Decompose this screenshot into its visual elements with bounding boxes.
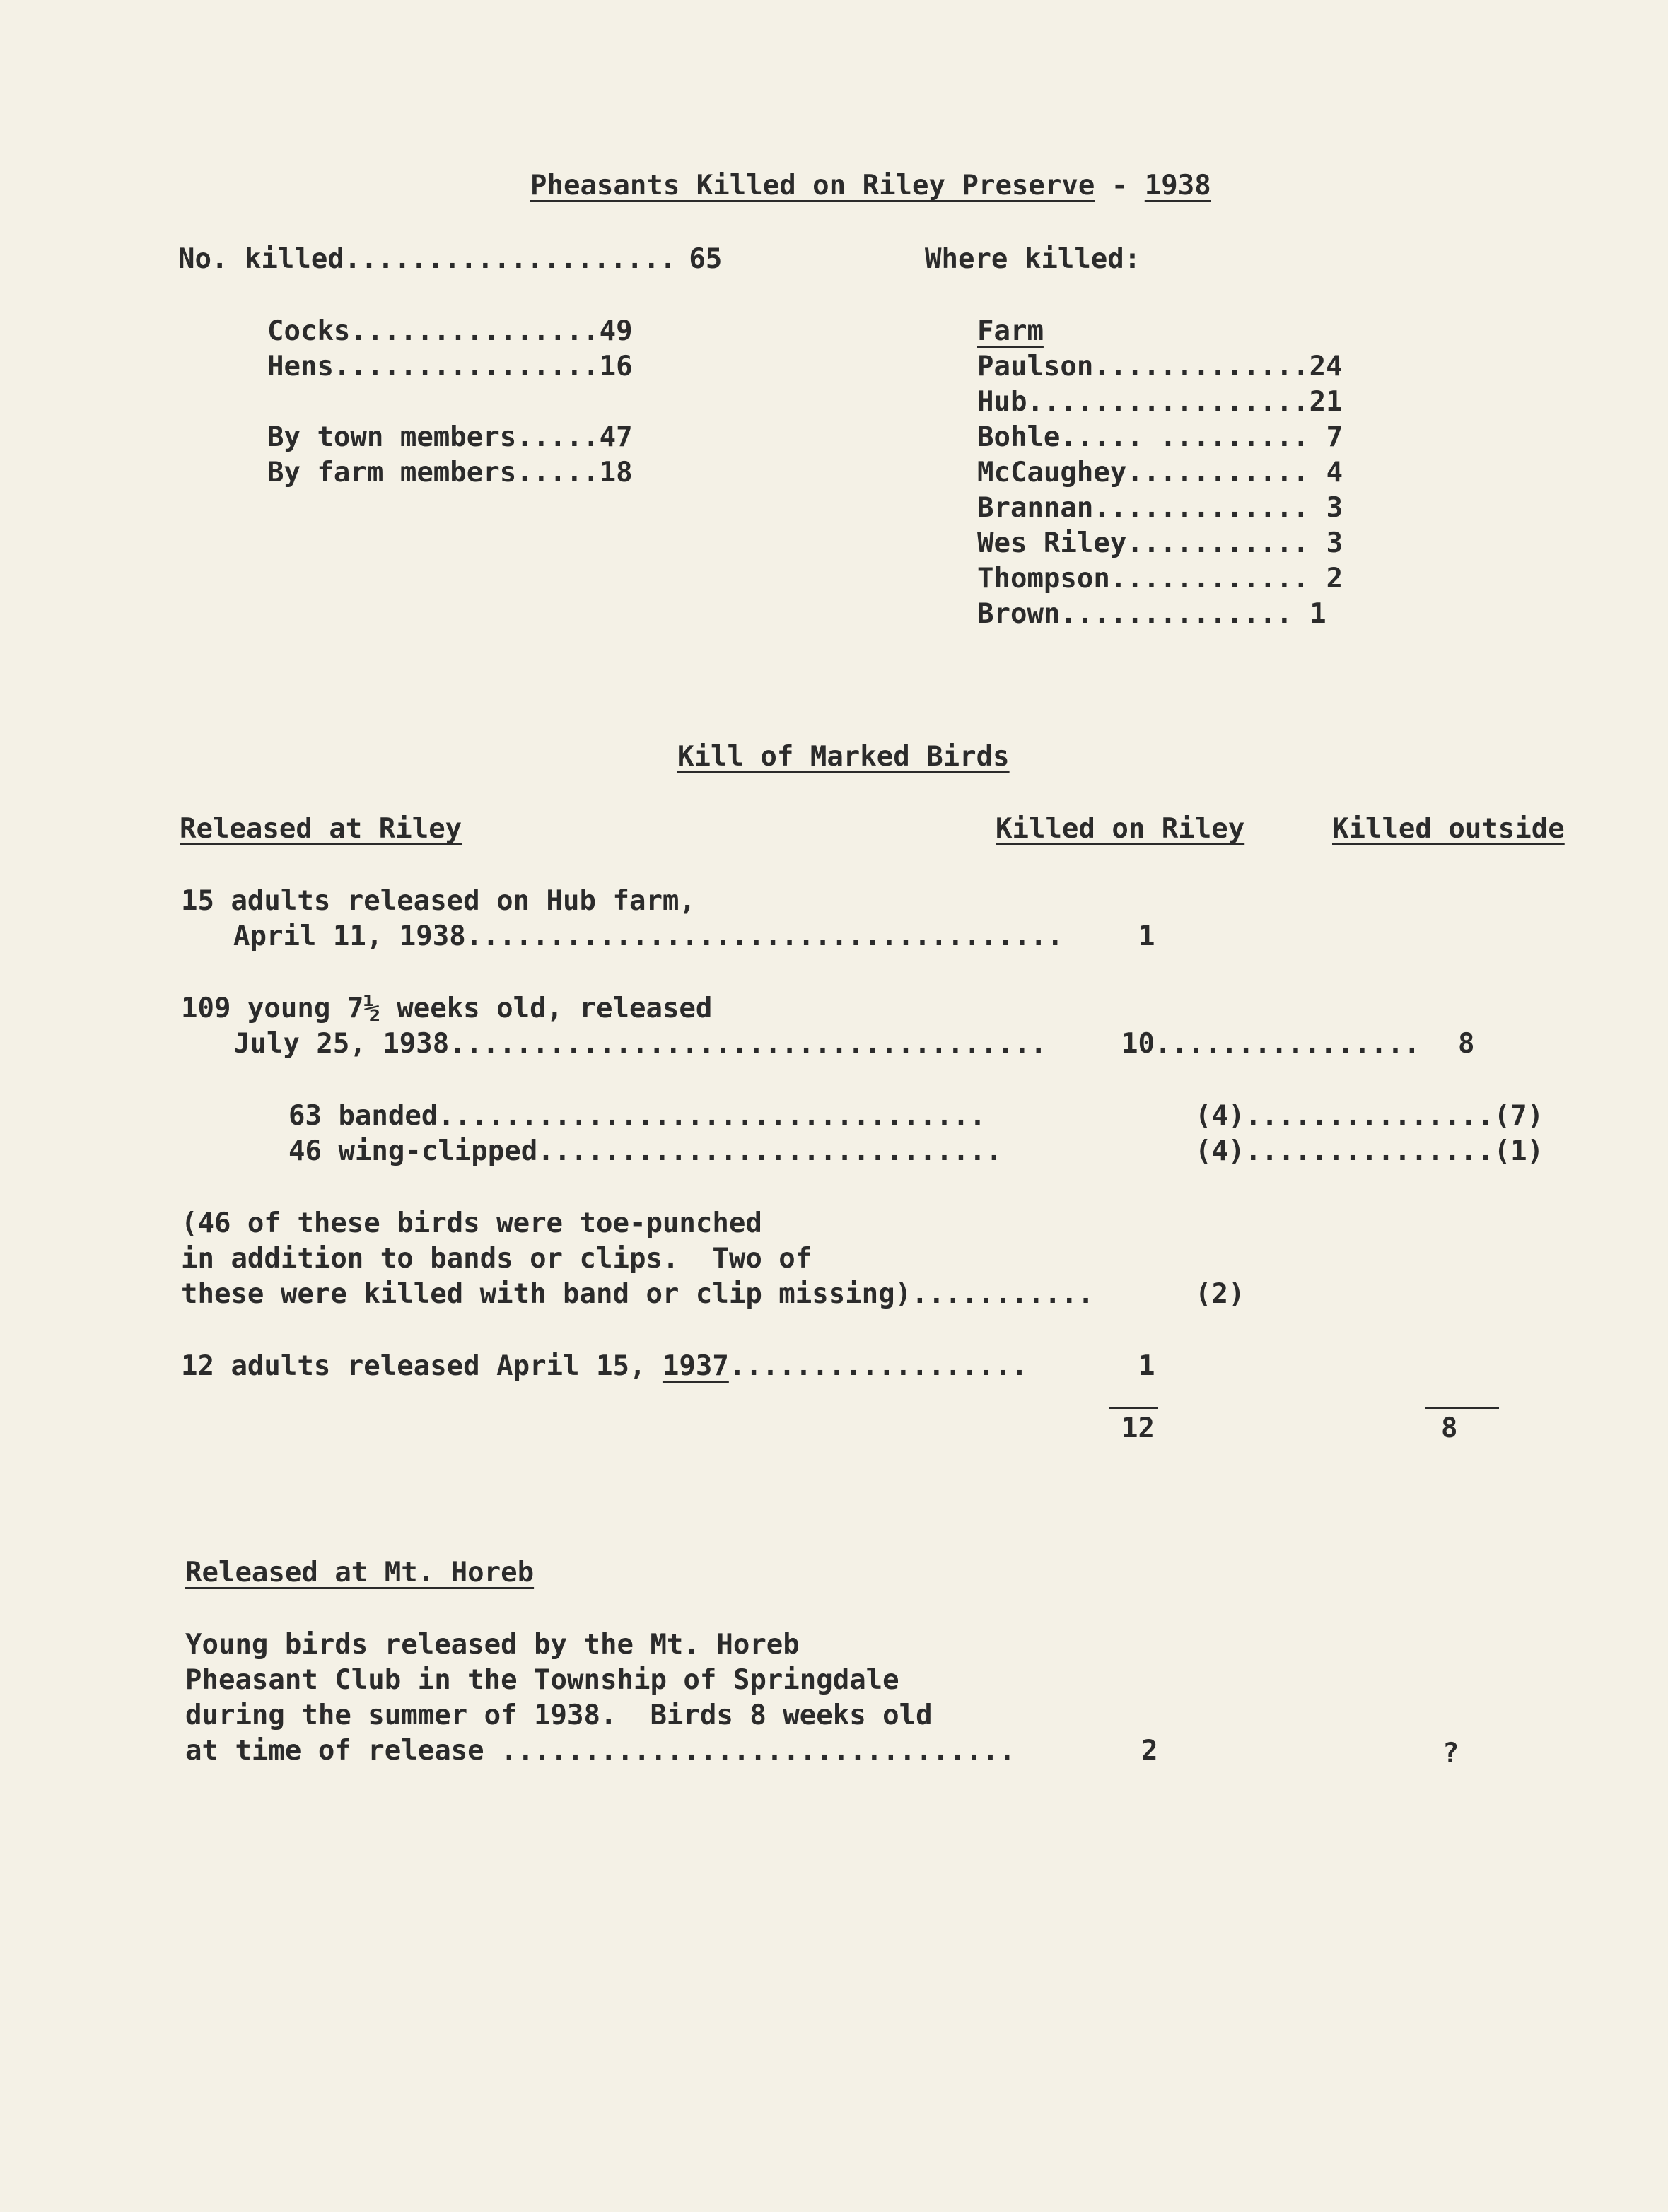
banded-outside-value: (7) (1493, 1100, 1544, 1132)
dot-leader: ..... (516, 457, 600, 488)
entry-text: weeks old, released (380, 993, 713, 1024)
where-killed-label: Where killed: (925, 243, 1141, 275)
entry-line: 15 adults released on Hub farm, (181, 885, 696, 917)
total-rule-riley (1109, 1407, 1158, 1409)
note-riley-value: (2) (1195, 1278, 1245, 1310)
town-members-label: By town members (267, 421, 517, 453)
entry-date: July 25, 1938 (233, 1028, 450, 1060)
farm-name: Hub (977, 386, 1027, 418)
farm-count: 24 (1309, 351, 1343, 382)
note-line: (46 of these birds were toe-punched (181, 1207, 762, 1239)
farm-column-header: Farm (977, 315, 1044, 347)
hens-row (267, 349, 633, 385)
town-members-value: 47 (599, 421, 633, 453)
dot-leader: ............... (1244, 1100, 1494, 1132)
page-title-year: 1938 (1144, 170, 1211, 201)
entry-text: 12 adults released April 15, (181, 1350, 663, 1382)
banded-riley-row (1195, 1099, 1544, 1134)
horeb-outside-value: ? (1442, 1738, 1459, 1769)
dot-leader: ..... ......... (1060, 421, 1310, 453)
farm-row (977, 491, 1343, 526)
page-title-separator: - (1095, 170, 1145, 201)
page-title (530, 168, 1211, 204)
entry-line (181, 991, 712, 1026)
note-text: these were killed with band or clip missing) (181, 1278, 912, 1310)
dot-leader: ................ (333, 351, 600, 382)
dot-leader: ........... (911, 1278, 1095, 1310)
entry-line (233, 919, 1063, 954)
dot-leader: ............... (1244, 1135, 1494, 1167)
farm-count: 3 (1326, 527, 1343, 559)
farm-name: Wes Riley (977, 527, 1127, 559)
banded-riley-value: (4) (1195, 1100, 1245, 1132)
farm-row (977, 420, 1343, 455)
dot-leader: .............. (1060, 598, 1293, 630)
horeb-text: at time of release (185, 1735, 501, 1767)
wing-clipped-outside-value: (1) (1493, 1135, 1544, 1167)
farm-members-label: By farm members (267, 457, 517, 488)
entry-year: 1937 (662, 1350, 729, 1382)
killed-outside-value: 8 (1458, 1028, 1475, 1060)
killed-riley-value: 1 (1138, 1350, 1155, 1382)
note-line (181, 1277, 1094, 1312)
dot-leader: .................................... (449, 1028, 1047, 1060)
dot-leader: .................... (344, 243, 677, 275)
farm-name: Brannan (977, 492, 1094, 524)
farm-name: Bohle (977, 421, 1061, 453)
farm-count: 1 (1310, 598, 1326, 630)
dot-leader: ............................... (501, 1735, 1016, 1767)
farm-name: Paulson (977, 351, 1094, 382)
dot-leader: .................. (728, 1350, 1028, 1382)
dot-leader: ............ (1109, 563, 1310, 595)
killed-riley-row (1121, 1026, 1421, 1062)
dot-leader: .................................... (465, 920, 1064, 952)
dot-leader: ................. (1027, 386, 1310, 418)
farm-members-row (267, 455, 633, 491)
marked-birds-title: Kill of Marked Birds (677, 741, 1010, 773)
dot-leader: ............... (350, 315, 600, 347)
farm-name: McCaughey (977, 457, 1127, 488)
horeb-line: Young birds released by the Mt. Horeb (185, 1629, 800, 1661)
dot-leader: ..... (516, 421, 600, 453)
farm-count: 7 (1326, 421, 1343, 453)
horeb-line: during the summer of 1938. Birds 8 weeks old (185, 1699, 933, 1731)
farm-count: 3 (1326, 492, 1343, 524)
entry-line (233, 1026, 1047, 1062)
farm-row (977, 526, 1343, 561)
total-rule-outside (1425, 1407, 1499, 1409)
entry-date: April 11, 1938 (233, 920, 466, 952)
farm-name: Brown (977, 598, 1061, 630)
town-members-row (267, 420, 633, 455)
banded-label: 63 banded (288, 1100, 438, 1132)
farm-row (977, 385, 1343, 420)
column-header-released: Released at Riley (180, 813, 462, 845)
hens-label: Hens (267, 351, 334, 382)
total-killed-riley: 12 (1121, 1412, 1155, 1444)
cocks-label: Cocks (267, 315, 351, 347)
dot-leader: ............................ (537, 1135, 1003, 1167)
wing-clipped-row (288, 1134, 1003, 1169)
wing-clipped-label: 46 wing-clipped (288, 1135, 538, 1167)
no-killed-label: No. killed (178, 243, 344, 275)
farm-count: 21 (1309, 386, 1343, 418)
no-killed-value: 65 (689, 243, 723, 275)
column-header-killed-riley: Killed on Riley (996, 813, 1245, 845)
dot-leader: ................ (1154, 1028, 1421, 1060)
dot-leader: ............. (1093, 492, 1310, 524)
farm-row (977, 455, 1343, 491)
dot-leader: ................................. (438, 1100, 986, 1132)
banded-row (288, 1099, 986, 1134)
horeb-line (185, 1733, 1015, 1769)
farm-count: 2 (1326, 563, 1343, 595)
dot-leader: ........... (1126, 527, 1310, 559)
total-killed-outside: 8 (1441, 1412, 1458, 1444)
farm-name: Thompson (977, 563, 1110, 595)
horeb-title: Released at Mt. Horeb (185, 1557, 535, 1588)
wing-clipped-riley-value: (4) (1195, 1135, 1245, 1167)
note-line: in addition to bands or clips. Two of (181, 1243, 812, 1275)
dot-leader: ........... (1126, 457, 1310, 488)
entry-line (181, 1349, 1027, 1384)
wing-clipped-riley-row (1195, 1134, 1544, 1169)
no-killed-row (178, 242, 722, 277)
horeb-riley-value: 2 (1141, 1735, 1158, 1767)
dot-leader: ............. (1093, 351, 1310, 382)
killed-riley-value: 10 (1121, 1028, 1155, 1060)
farm-members-value: 18 (599, 457, 633, 488)
farm-row (977, 349, 1343, 385)
entry-text: 109 young (181, 993, 347, 1024)
killed-riley-value: 1 (1138, 920, 1155, 952)
farm-row (977, 561, 1343, 597)
farm-row (977, 597, 1326, 632)
farm-count: 4 (1326, 457, 1343, 488)
cocks-value: 49 (599, 315, 633, 347)
hens-value: 16 (599, 351, 633, 382)
column-header-killed-outside: Killed outside (1332, 813, 1565, 845)
entry-fraction: 7½ (346, 993, 380, 1024)
horeb-line: Pheasant Club in the Township of Springdale (185, 1664, 899, 1696)
cocks-row (267, 314, 633, 349)
page-title-main: Pheasants Killed on Riley Preserve (530, 170, 1095, 201)
